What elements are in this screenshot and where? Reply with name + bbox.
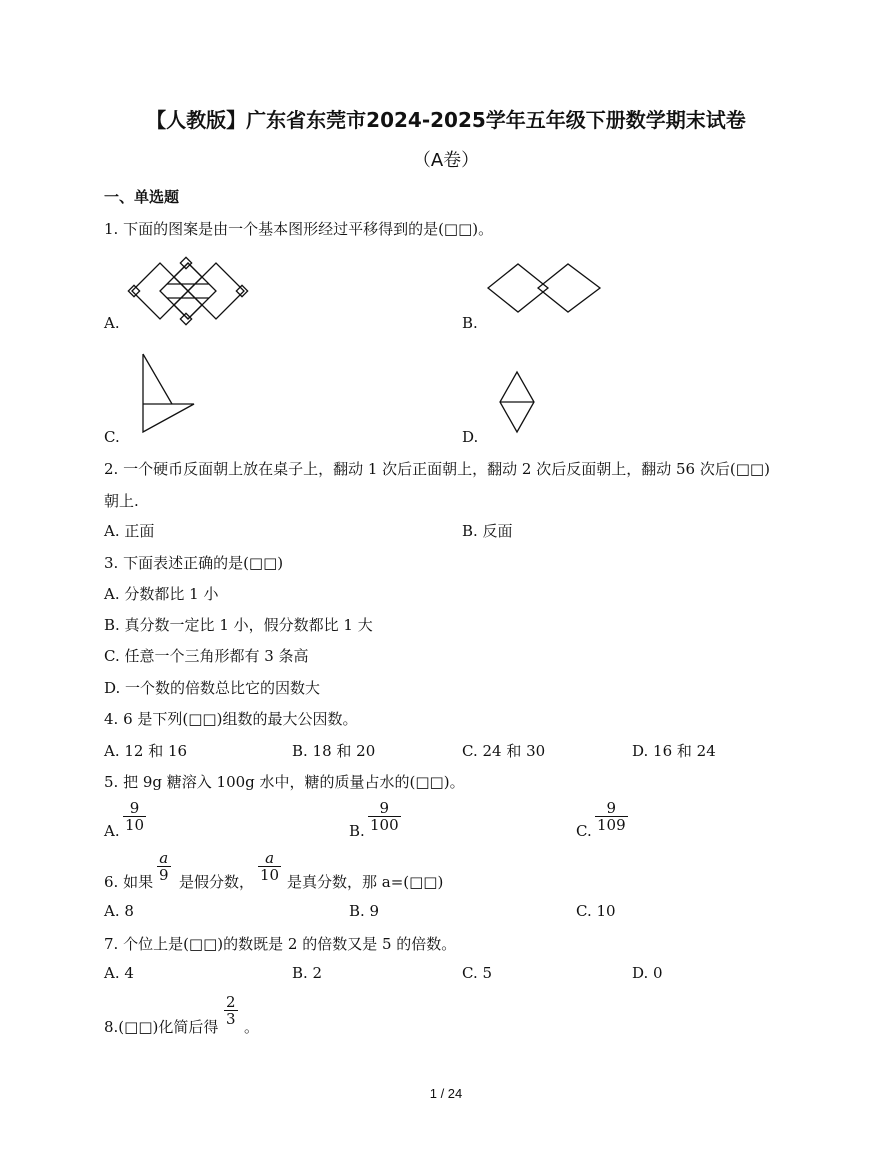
question-2-stem-line2: 朝上. <box>104 492 139 510</box>
q5-a-numerator: 9 <box>129 799 140 817</box>
q6-f1-denominator: 9 <box>159 866 169 884</box>
question-4-stem: 4. 6 是下列(□□)组数的最大公因数。 <box>104 710 358 728</box>
q6-f2-denominator: 10 <box>260 866 280 884</box>
q3-option-d[interactable]: D. 一个数的倍数总比它的因数大 <box>104 679 321 697</box>
page-title: 【人教版】广东省东莞市2024-2025学年五年级下册数学期末试卷 <box>146 108 746 132</box>
q4-option-a[interactable]: A. 12 和 16 <box>104 742 188 760</box>
question-6-middle: 是假分数， <box>179 873 255 891</box>
q5-c-numerator: 9 <box>606 799 617 817</box>
page-number: 1 / 24 <box>429 1086 463 1101</box>
question-6-suffix: 是真分数，那 a=(□□) <box>287 873 444 891</box>
q6-fraction-a-over-10 <box>258 850 281 883</box>
q3-option-a[interactable]: A. 分数都比 1 小 <box>104 585 219 603</box>
section-heading-single-choice: 一、单选题 <box>104 188 180 206</box>
q1-option-a[interactable]: A. <box>104 314 120 332</box>
q8-denominator: 3 <box>226 1010 236 1028</box>
q5-option-a-fraction[interactable] <box>123 800 146 833</box>
q5-c-denominator: 109 <box>597 816 626 834</box>
q5-a-denominator: 10 <box>125 816 145 834</box>
question-3-stem: 3. 下面表述正确的是(□□) <box>104 554 284 572</box>
q5-option-c-label[interactable]: C. <box>576 822 592 840</box>
q5-b-numerator: 9 <box>379 799 390 817</box>
q5-b-denominator: 100 <box>370 816 399 834</box>
q1-option-a-figure <box>130 258 250 324</box>
question-2-stem-line1: 2. 一个硬币反面朝上放在桌子上，翻动 1 次后正面朝上，翻动 2 次后反面朝上，翻动 56 次后(□□) <box>104 460 770 478</box>
q1-option-d-figure <box>498 370 536 434</box>
q7-option-a[interactable]: A. 4 <box>104 964 134 982</box>
q2-option-b[interactable]: B. 反面 <box>462 522 513 540</box>
q6-option-c[interactable]: C. 10 <box>576 902 616 920</box>
question-6-prefix: 6. 如果 <box>104 873 154 891</box>
question-7-stem: 7. 个位上是(□□)的数既是 2 的倍数又是 5 的倍数。 <box>104 935 457 953</box>
q2-option-a[interactable]: A. 正面 <box>104 522 155 540</box>
q7-option-c[interactable]: C. 5 <box>462 964 493 982</box>
q6-f2-numerator: a <box>265 849 275 867</box>
q5-option-b-label[interactable]: B. <box>349 822 365 840</box>
q7-option-d[interactable]: D. 0 <box>632 964 663 982</box>
question-8-prefix: 8.(□□)化简后得 <box>104 1018 219 1036</box>
q5-option-a-label[interactable]: A. <box>104 822 120 840</box>
q6-option-a[interactable]: A. 8 <box>104 902 134 920</box>
question-5-stem: 5. 把 9g 糖溶入 100g 水中，糖的质量占水的(□□)。 <box>104 773 465 791</box>
question-1-stem: 1. 下面的图案是由一个基本图形经过平移得到的是(□□)。 <box>104 220 494 238</box>
q5-option-b-fraction[interactable] <box>368 800 401 833</box>
q8-fraction-2-over-3 <box>224 994 238 1027</box>
question-8-suffix: 。 <box>244 1018 260 1036</box>
q1-option-d[interactable]: D. <box>462 428 479 446</box>
q1-option-c-figure <box>140 352 200 436</box>
q7-option-b[interactable]: B. 2 <box>292 964 323 982</box>
q1-option-c[interactable]: C. <box>104 428 120 446</box>
page-subtitle: （A卷） <box>412 150 480 171</box>
q3-option-b[interactable]: B. 真分数一定比 1 小，假分数都比 1 大 <box>104 616 373 634</box>
q6-option-b[interactable]: B. 9 <box>349 902 380 920</box>
q6-fraction-a-over-9 <box>157 850 171 883</box>
q3-option-c[interactable]: C. 任意一个三角形都有 3 条高 <box>104 647 309 665</box>
q1-option-b[interactable]: B. <box>462 314 478 332</box>
q8-numerator: 2 <box>226 993 236 1011</box>
q1-option-b-figure <box>486 262 604 314</box>
q4-option-b[interactable]: B. 18 和 20 <box>292 742 376 760</box>
q4-option-c[interactable]: C. 24 和 30 <box>462 742 546 760</box>
q6-f1-numerator: a <box>159 849 169 867</box>
q5-option-c-fraction[interactable] <box>595 800 628 833</box>
q4-option-d[interactable]: D. 16 和 24 <box>632 742 716 760</box>
